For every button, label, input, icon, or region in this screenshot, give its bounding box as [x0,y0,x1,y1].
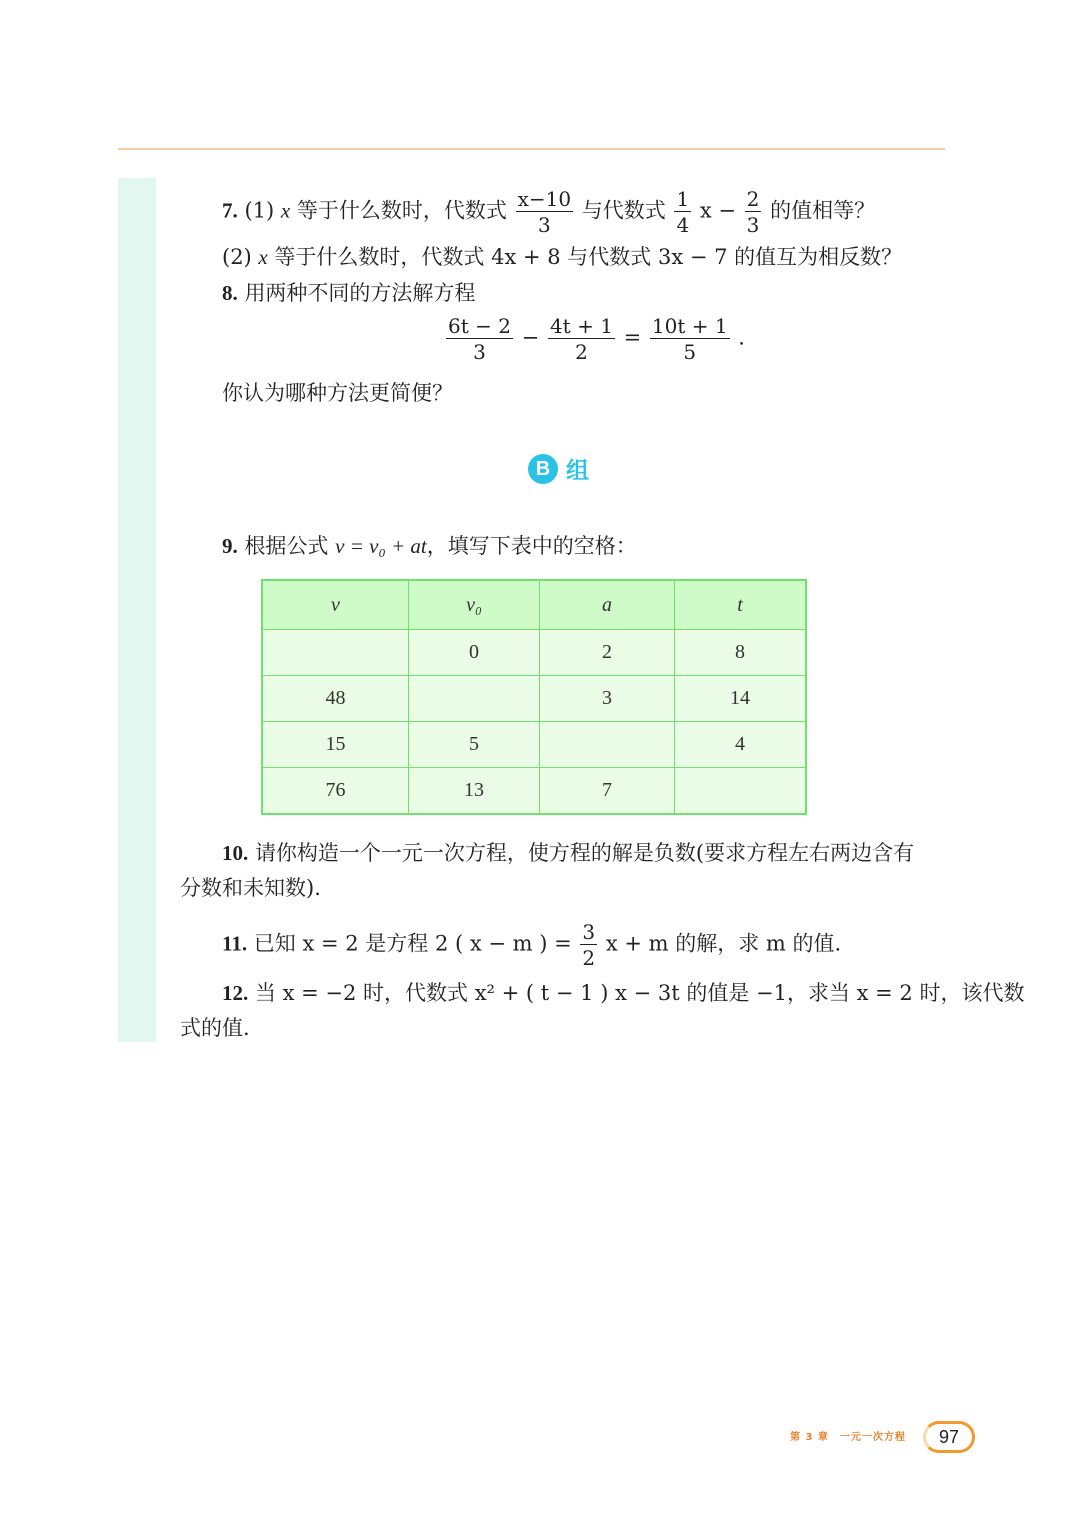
fraction: $\frac{2}{3}$ [746,187,760,237]
table-header-cell: v₀ [409,580,540,630]
table-header-cell: t [675,580,807,630]
question-8-equation: $\frac{6t - 2}{3}$ − $\frac{4t + 1}{2}$ = $\frac{10t + 1}{5}$ . [448,314,745,364]
question-8: 8. 用两种不同的方法解方程 [222,281,476,305]
top-divider [118,148,945,150]
table-cell: 0 [409,630,540,676]
question-9: 9. 根据公式 v = v₀ + at，填写下表中的空格： [222,534,637,558]
group-b-badge: B [528,454,558,484]
table-cell: 5 [409,722,540,768]
page-number: 97 [923,1421,975,1453]
group-b-title: 组 [566,458,589,484]
fraction: $\frac{1}{4}$ [676,187,690,237]
table-cell: 14 [675,676,807,722]
table-cell [409,676,540,722]
fraction: $\frac{x-10}{3}$ [517,187,572,237]
table-cell: 13 [409,768,540,815]
table-cell: 8 [675,630,807,676]
table-cell [540,722,675,768]
chapter-label: 第 3 章 一元一次方程 [790,1432,906,1443]
table-cell: 7 [540,768,675,815]
question-10-line-2: 分数和未知数). [180,876,321,900]
table-row [262,630,806,676]
question-8-followup: 你认为哪种方法更简便？ [222,381,453,405]
values-table [261,579,807,815]
question-11: 11. 已知 x = 2 是方程 2 ( x − m ) = $\frac{3}{2}$ x + m 的解，求 m 的值. [222,920,842,970]
table-row [262,768,806,815]
table-cell: 48 [262,676,409,722]
table-header-cell: v [262,580,409,630]
question-10-line-1: 10. 请你构造一个一元一次方程，使方程的解是负数(要求方程左右两边含有 [222,841,915,865]
question-12-line-1: 12. 当 x = −2 时，代数式 x² + ( t − 1 ) x − 3t 的值是 −1，求当 x = 2 时，该代数 [222,981,1025,1005]
table-cell: 4 [675,722,807,768]
table-header-row [262,580,806,630]
side-margin-band [118,178,156,1042]
table-cell: 2 [540,630,675,676]
table-cell [262,630,409,676]
table-header-cell: a [540,580,675,630]
table-row [262,676,806,722]
question-12-line-2: 式的值. [180,1016,250,1040]
table-cell [675,768,807,815]
question-7-part-1: 7. (1) x 等于什么数时，代数式 $\frac{x-10}{3}$ 与代数式 $\frac{1}{4}$ x − $\frac{2}{3}$ 的值相等？ [222,187,876,237]
question-7-part-2: (2) x 等于什么数时，代数式 4x + 8 与代数式 3x − 7 的值互为相反数？ [222,245,903,269]
table-cell: 76 [262,768,409,815]
table-cell: 3 [540,676,675,722]
table-cell: 15 [262,722,409,768]
table-row [262,722,806,768]
